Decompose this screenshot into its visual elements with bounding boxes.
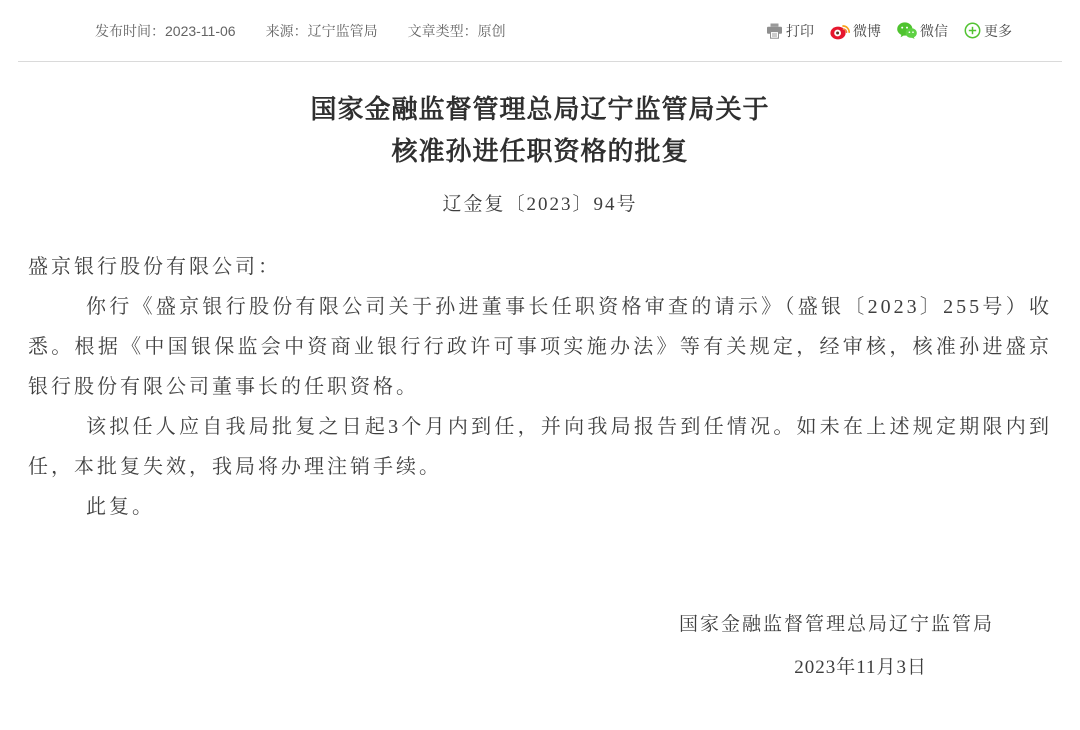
more-label: 更多 [984, 22, 1012, 39]
article-meta-bar [18, 0, 1062, 62]
publish-time-label: 发布时间： [95, 22, 165, 39]
publish-time-value: 2023-11-06 [165, 22, 236, 39]
share-more-button[interactable] [964, 21, 1012, 41]
share-wechat-button[interactable] [897, 21, 948, 41]
article-meta [95, 21, 506, 41]
source [266, 21, 378, 41]
print-label: 打印 [786, 22, 814, 39]
signature-authority: 国家金融监督管理总局辽宁监管局 [678, 614, 994, 635]
page-title [28, 88, 1052, 172]
signature-block [28, 605, 1052, 688]
article-type-value: 原创 [477, 22, 506, 39]
title-line-1: 国家金融监督管理总局辽宁监管局关于 [310, 94, 770, 124]
weibo-icon [830, 22, 850, 40]
source-label: 来源： [265, 22, 308, 39]
document-body [28, 247, 1052, 527]
article-type-label: 文章类型： [407, 22, 478, 39]
publish-time [95, 21, 236, 41]
share-weibo-button[interactable] [830, 21, 881, 41]
document-number: 辽金复〔2023〕94号 [442, 194, 638, 215]
paragraph: 你行《盛京银行股份有限公司关于孙进董事长任职资格审查的请示》（盛银〔2023〕255号）收悉。根据《中国银保监会中资商业银行行政许可事项实施办法》等有关规定，经审核，核准孙进盛京银行股份有限公司董事长的任职资格。 [28, 296, 1052, 398]
paragraph-closing: 此复。 [86, 496, 155, 518]
printer-icon [766, 23, 783, 39]
weibo-label: 微博 [853, 22, 881, 39]
signature-date: 2023年11月3日 [794, 657, 927, 678]
print-button[interactable] [766, 21, 814, 41]
plus-circle-icon [964, 22, 981, 39]
article-content [0, 88, 1080, 688]
title-line-2: 核准孙进任职资格的批复 [391, 136, 689, 166]
wechat-label: 微信 [920, 22, 948, 39]
salutation: 盛京银行股份有限公司： [28, 256, 281, 278]
paragraph: 该拟任人应自我局批复之日起3个月内到任，并向我局报告到任情况。如未在上述规定期限内到任，本批复失效，我局将办理注销手续。 [28, 416, 1052, 478]
source-value: 辽宁监管局 [307, 22, 378, 39]
wechat-icon [897, 22, 917, 39]
article-type [408, 21, 506, 41]
share-toolbar [766, 21, 1012, 41]
